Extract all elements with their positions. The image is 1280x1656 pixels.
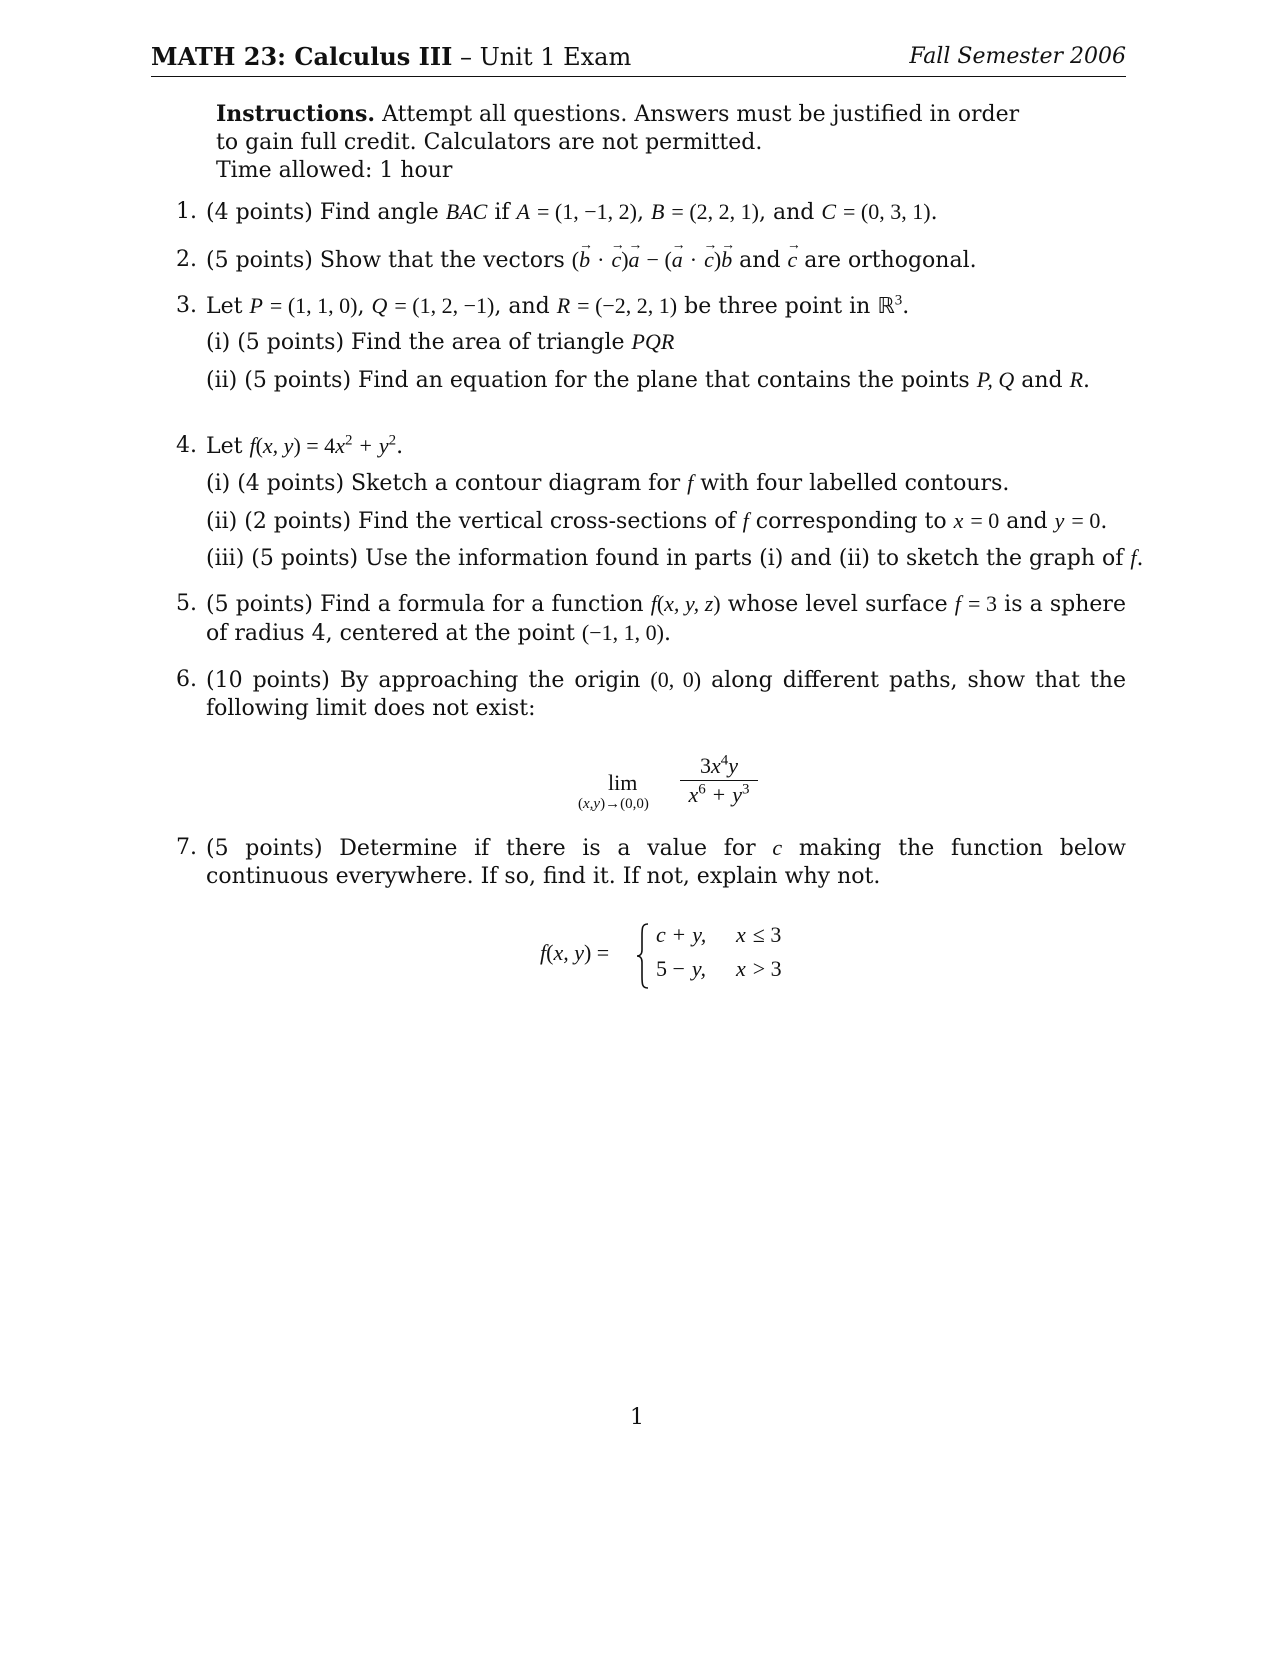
instructions-label: Instructions. (216, 101, 376, 127)
left-brace (636, 922, 650, 990)
piecewise-function: f(x, y) = c + y, 5 − y, x ≤ 3 x > 3 (540, 922, 800, 990)
semester-label: Fall Semester 2006 (909, 44, 1126, 69)
question-6: 6. (10 points) By approaching the origin (0, 0) along different paths, show that the following limit does not exist: (176, 667, 1126, 721)
question-3: 3. Let P = (1, 1, 0), Q = (1, 2, −1), and R = (−2, 2, 1) be three point in ℝ$^3$. (i) (5 points) Find the area of triangle PQR (ii) (5 points) Find an equation for the plane that contains the points P, Q and R. (176, 292, 1091, 393)
question-4: 4. Let f(x, $y) = 4x^2 + y^2$. (i) (4 points) Sketch a contour diagram for f with four labelled contours. (ii) (2 points) Find the vertical cross-sections of f corresponding to x = 0 and y = 0. (iii) (5 points) Use the information found in parts (i) and (ii) to sketch the graph of f. (176, 432, 1144, 571)
page-number: 1 (630, 1405, 644, 1430)
question-7: 7. (5 points) Determine if there is a value for c making the function below continuous everywhere. If so, find it. If not, explain why not. (176, 835, 1126, 889)
instructions-block: Instructions. Attempt all questions. Answers must be justified in order to gain full credit. Calculators are not permitted. Time allowed: 1 hour (216, 101, 1020, 183)
question-5: 5. (5 points) Find a formula for a function f(x, y, z) whose level surface f = 3 is a sphere of radius 4, centered at the point (−1, 1, 0). (176, 591, 1126, 646)
page-header (151, 40, 1126, 77)
course-title: MATH 23: Calculus III – Unit 1 Exam (151, 42, 632, 71)
limit-expression: lim (x,y)→(0,0) $3x^4y$ $x^6 + y^3$ (578, 752, 758, 816)
